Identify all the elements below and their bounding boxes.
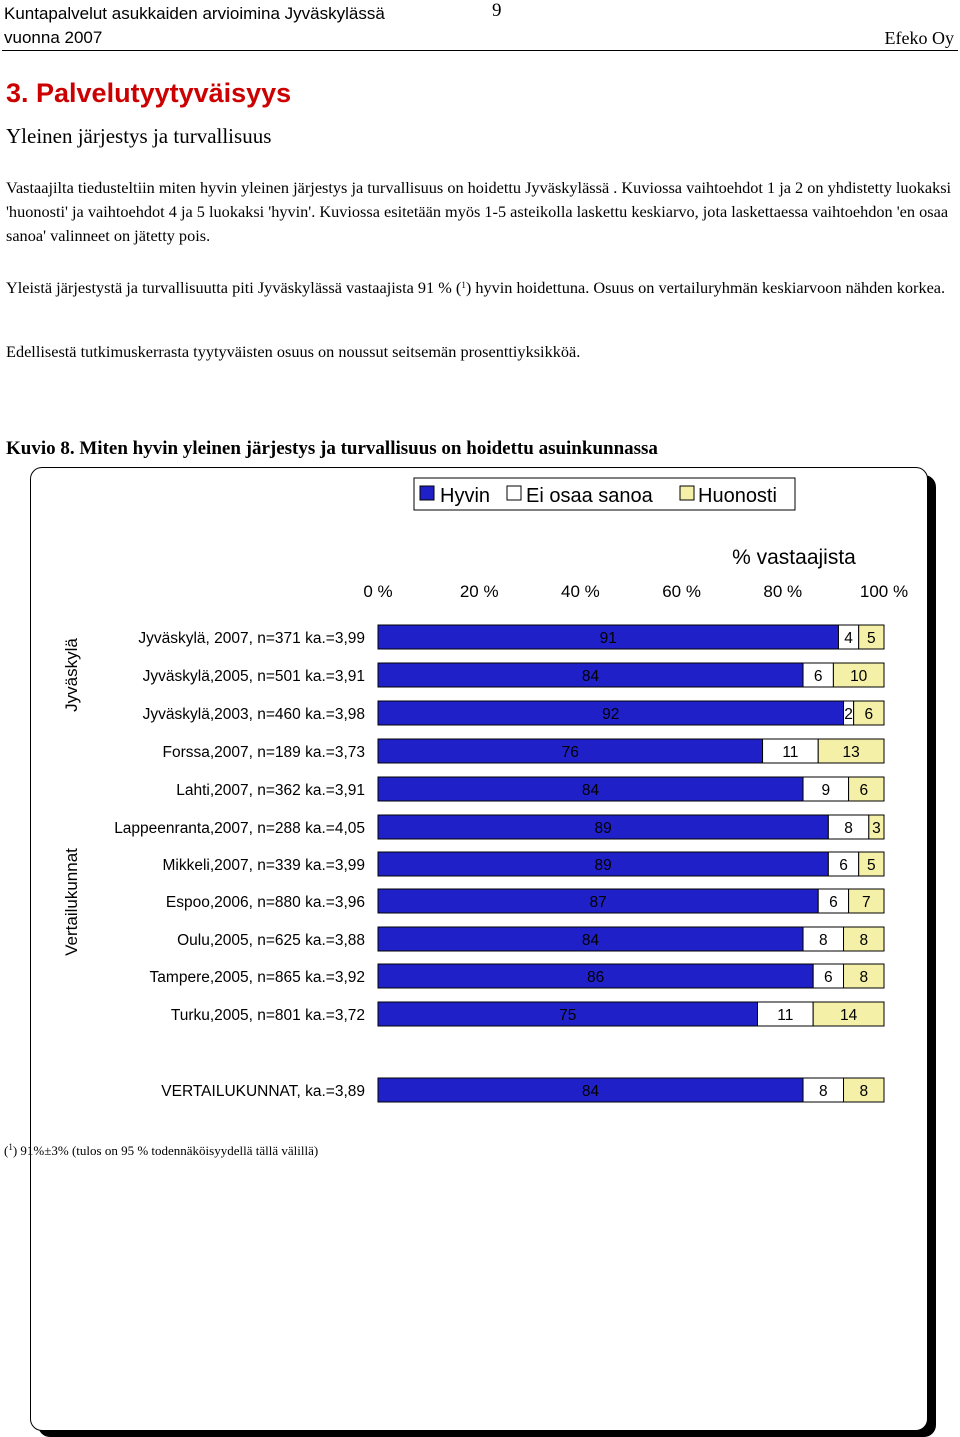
- value-label-hyvin: 84: [581, 1083, 600, 1100]
- row-label: Espoo,2006, n=880 ka.=3,96: [165, 894, 365, 911]
- row-label: Turku,2005, n=801 ka.=3,72: [170, 1007, 365, 1024]
- tick-label: 20 %: [459, 582, 499, 601]
- row-label: VERTAILUKUNNAT, ka.=3,89: [161, 1083, 365, 1100]
- figure-caption-text: Miten hyvin yleinen järjestys ja turvallisuus on hoidettu asuinkunnassa: [74, 438, 658, 459]
- row-label: Lahti,2007, n=362 ka.=3,91: [176, 782, 365, 799]
- value-label-hyvin: 76: [561, 744, 579, 761]
- figure-label: Kuvio 8.: [6, 438, 75, 459]
- section-title: 3. Palvelutyytyväisyys: [6, 78, 292, 108]
- footnote-text: ) 91%±3% (tulos on 95 % todennäköisyydellä tällä välillä): [12, 1143, 319, 1158]
- tick-label: 0 %: [363, 582, 393, 601]
- value-label-huonosti: 6: [864, 706, 874, 723]
- value-label-huonosti: 13: [842, 744, 860, 761]
- tick-label: 100 %: [859, 582, 909, 601]
- footnote-mark: 1: [8, 1142, 13, 1152]
- footnote-open: (: [4, 1143, 9, 1158]
- value-label-huonosti: 3: [872, 820, 881, 837]
- value-label-eos: 6: [813, 668, 823, 685]
- value-label-eos: 11: [777, 1007, 794, 1024]
- value-label-eos: 8: [844, 820, 853, 837]
- legend-label-eos: Ei osaa sanoa: [526, 485, 653, 507]
- value-label-huonosti: 6: [859, 782, 869, 799]
- value-label-hyvin: 92: [602, 706, 620, 723]
- paragraph-intro: Vastaajilta tiedusteltiin miten hyvin yleinen järjestys ja turvallisuus on hoidettu Jyväskylässä . Kuviossa vaihtoehdot 1 ja 2 on yhdistetty luokaksi 'huonosti' ja vaihtoehdot 4 ja 5 luokaksi 'hyvin'. Kuviossa esitetään myös 1-5 asteikolla laskettu keskiarvo, jota laskettaessa vaihtoehdon 'en osaa sanoa' valinneet on jätetty pois.: [6, 178, 952, 245]
- row-label: Tampere,2005, n=865 ka.=3,92: [149, 969, 365, 986]
- tick-label: 80 %: [763, 582, 803, 601]
- value-label-hyvin: 84: [581, 932, 600, 949]
- legend-swatch-eos: [507, 486, 521, 500]
- row-label: Oulu,2005, n=625 ka.=3,88: [177, 932, 365, 949]
- value-label-huonosti: 5: [867, 630, 876, 647]
- footnote: [4, 1142, 318, 1159]
- page-number: 9: [492, 0, 502, 21]
- paragraph-result-before: Yleistä järjestystä ja turvallisuutta piti Jyväskylässä vastaajista 91 % (: [6, 278, 462, 297]
- legend-label-huonosti: Huonosti: [698, 485, 777, 507]
- value-label-hyvin: 89: [594, 857, 612, 874]
- row-label: Forssa,2007, n=189 ka.=3,73: [162, 744, 365, 761]
- group-label-vertailu: Vertailukunnat: [62, 848, 81, 956]
- value-label-huonosti: 14: [839, 1007, 858, 1024]
- value-label-huonosti: 7: [861, 894, 871, 911]
- value-label-hyvin: 84: [581, 668, 600, 685]
- footnote-ref: 1: [461, 280, 466, 290]
- value-label-hyvin: 87: [589, 894, 607, 911]
- value-label-huonosti: 8: [859, 932, 869, 949]
- tick-label: 40 %: [561, 582, 600, 601]
- value-label-eos: 6: [839, 857, 848, 874]
- row-label: Mikkeli,2007, n=339 ka.=3,99: [162, 857, 365, 874]
- value-label-hyvin: 89: [594, 820, 612, 837]
- row-label: Jyväskylä, 2007, n=371 ka.=3,99: [138, 630, 365, 647]
- paragraph-result-after: ) hyvin hoidettuna. Osuus on vertailuryhmän keskiarvoon nähden korkea.: [465, 278, 946, 297]
- value-label-huonosti: 8: [859, 969, 869, 986]
- value-label-eos: 8: [818, 1083, 828, 1100]
- value-label-huonosti: 10: [850, 668, 868, 685]
- value-label-eos: 2: [844, 706, 853, 723]
- legend-swatch-huonosti: [680, 486, 694, 500]
- group-label-jyvaskyla: Jyväskylä: [62, 638, 81, 712]
- paragraph-change: Edellisestä tutkimuskerrasta tyytyväisten osuus on noussut seitsemän prosenttiyksikköä.: [6, 342, 581, 361]
- header-title: Kuntapalvelut asukkaiden arvioimina Jyväskylässä: [4, 4, 385, 23]
- value-label-eos: 4: [844, 630, 853, 647]
- value-label-hyvin: 91: [599, 630, 617, 647]
- value-label-eos: 6: [824, 969, 833, 986]
- value-label-hyvin: 86: [586, 969, 605, 986]
- row-label: Lappeenranta,2007, n=288 ka.=4,05: [114, 820, 365, 837]
- value-label-huonosti: 8: [859, 1083, 869, 1100]
- legend-swatch-hyvin: [420, 486, 434, 500]
- value-label-hyvin: 75: [559, 1007, 577, 1024]
- value-label-eos: 8: [818, 932, 828, 949]
- value-label-huonosti: 5: [867, 857, 876, 874]
- axis-title: % vastaajista: [732, 546, 856, 569]
- value-label-eos: 11: [782, 744, 799, 761]
- value-label-eos: 6: [829, 894, 838, 911]
- row-label: Jyväskylä,2003, n=460 ka.=3,98: [142, 706, 365, 723]
- header-year: vuonna 2007: [4, 28, 103, 47]
- legend-label-hyvin: Hyvin: [440, 485, 491, 507]
- tick-label: 60 %: [662, 582, 701, 601]
- value-label-eos: 9: [821, 782, 831, 799]
- row-label: Jyväskylä,2005, n=501 ka.=3,91: [142, 668, 365, 685]
- section-subtitle: Yleinen järjestys ja turvallisuus: [6, 124, 272, 148]
- header-organization: Efeko Oy: [884, 28, 954, 48]
- value-label-hyvin: 84: [581, 782, 600, 799]
